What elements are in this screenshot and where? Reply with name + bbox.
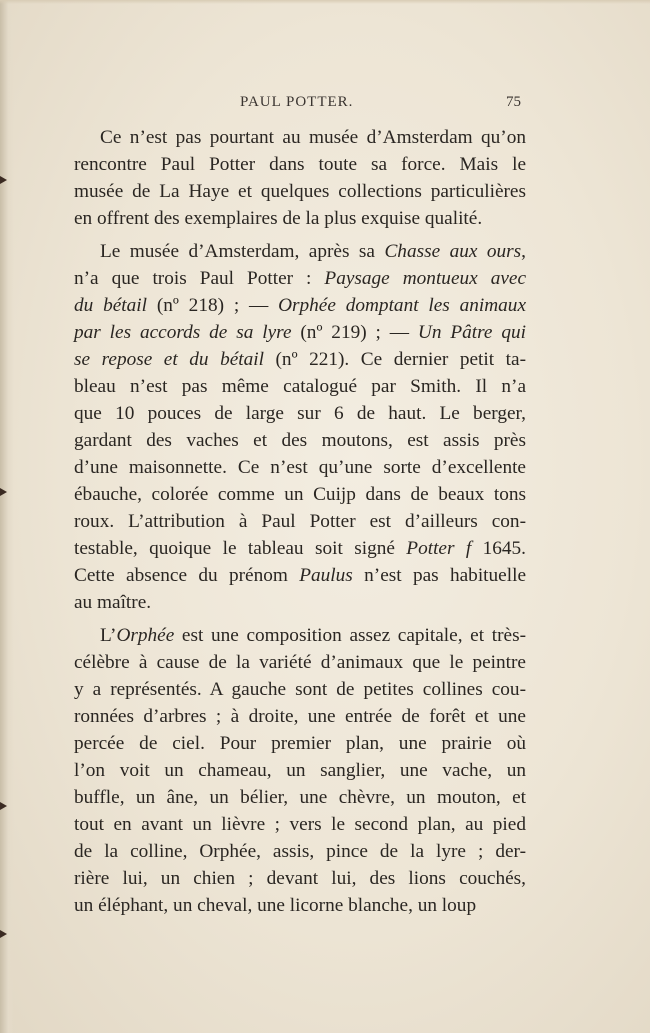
text-line <box>74 622 526 649</box>
text-line <box>74 346 526 373</box>
text-line <box>74 373 526 400</box>
italic-title: par les accords de sa lyre <box>74 322 292 343</box>
text-line <box>74 238 526 265</box>
text-run: 1645. <box>471 538 527 559</box>
text-line <box>74 649 526 676</box>
text-run: ébauche, colorée comme un Cuijp dans de beaux tons <box>74 484 526 505</box>
paragraph <box>74 622 526 919</box>
text-line <box>74 730 526 757</box>
text-line <box>74 589 526 616</box>
text-line <box>74 892 526 919</box>
text-run: roux. L’attribution à Paul Potter est d’ailleurs con- <box>74 511 526 532</box>
binding-thread-mark <box>0 930 7 938</box>
italic-title: Chasse aux ours <box>384 241 522 262</box>
text-line <box>74 811 526 838</box>
text-run: n’est pas habituelle <box>352 565 527 586</box>
text-run: musée de La Haye et quelques collections particulières <box>74 181 526 202</box>
text-run: Cette absence du prénom <box>74 565 300 586</box>
text-line <box>74 703 526 730</box>
text-line <box>74 676 526 703</box>
text-run: rière lui, un chien ; devant lui, des lions couchés, <box>74 868 526 889</box>
italic-title: Paysage montueux avec <box>324 268 527 289</box>
text-line <box>74 427 526 454</box>
running-title: PAUL POTTER. <box>240 94 354 110</box>
text-run: au maître. <box>74 592 152 613</box>
italic-title: Un Pâtre qui <box>417 322 526 343</box>
text-run: Le musée d’Amsterdam, après sa <box>100 241 385 262</box>
text-run: gardant des vaches et des moutons, est assis près <box>74 430 526 451</box>
text-line <box>74 838 526 865</box>
body-text <box>74 124 526 919</box>
paragraph <box>74 238 526 616</box>
text-run: rencontre Paul Potter dans toute sa force. Mais le <box>74 154 526 175</box>
text-line <box>74 265 526 292</box>
text-line <box>74 508 526 535</box>
text-run: d’une maisonnette. Ce n’est qu’une sorte d’excellente <box>74 457 526 478</box>
text-line <box>74 292 526 319</box>
text-run: buffle, un âne, un bélier, une chèvre, un mouton, et <box>74 787 526 808</box>
text-run: l’on voit un chameau, un sanglier, une vache, un <box>74 760 526 781</box>
text-line <box>74 319 526 346</box>
text-run: L’ <box>100 625 117 646</box>
italic-title: se repose et du bétail <box>74 349 264 370</box>
italic-title: Potter f <box>406 538 472 559</box>
text-line <box>74 535 526 562</box>
text-run: (nº 218) ; — <box>147 295 279 316</box>
text-line <box>74 205 526 232</box>
text-run: , <box>521 241 526 262</box>
text-run: ronnées d’arbres ; à droite, une entrée de forêt et une <box>74 706 526 727</box>
text-run: n’a que trois Paul Potter : <box>74 268 325 289</box>
text-run: testable, quoique le tableau soit signé <box>74 538 407 559</box>
text-run: en offrent des exemplaires de la plus exquise qualité. <box>74 208 483 229</box>
text-run: Ce n’est pas pourtant au musée d’Amsterdam qu’on <box>100 127 526 148</box>
text-line <box>74 124 526 151</box>
text-line <box>74 151 526 178</box>
text-line <box>74 400 526 427</box>
text-run: (nº 221). Ce dernier petit ta- <box>263 349 526 370</box>
text-run: est une composition assez capitale, et très- <box>174 625 526 646</box>
text-run: que 10 pouces de large sur 6 de haut. Le berger, <box>74 403 526 424</box>
text-run: tout en avant un lièvre ; vers le second plan, au pied <box>74 814 526 835</box>
text-run: y a représentés. A gauche sont de petites collines cou- <box>74 679 526 700</box>
binding-shadow <box>0 0 14 1033</box>
text-run: percée de ciel. Pour premier plan, une prairie où <box>74 733 526 754</box>
text-run: célèbre à cause de la variété d’animaux que le peintre <box>74 652 526 673</box>
italic-title: Orphée <box>116 625 175 646</box>
italic-title: Paulus <box>299 565 353 586</box>
binding-thread-mark <box>0 176 7 184</box>
text-line <box>74 757 526 784</box>
text-run: bleau n’est pas même catalogué par Smith. Il n’a <box>74 376 526 397</box>
page-header <box>0 94 650 114</box>
text-line <box>74 178 526 205</box>
text-line <box>74 784 526 811</box>
binding-thread-mark <box>0 488 7 496</box>
text-run: de la colline, Orphée, assis, pince de la lyre ; der- <box>74 841 526 862</box>
text-line <box>74 865 526 892</box>
page-top-edge <box>0 0 650 4</box>
text-line <box>74 481 526 508</box>
page-number: 75 <box>506 94 521 110</box>
binding-thread-mark <box>0 802 7 810</box>
paragraph <box>74 124 526 232</box>
text-line <box>74 454 526 481</box>
italic-title: du bétail <box>74 295 148 316</box>
text-run: un éléphant, un cheval, une licorne blanche, un loup <box>74 895 477 916</box>
text-line <box>74 562 526 589</box>
text-run: (nº 219) ; — <box>291 322 418 343</box>
italic-title: Orphée domptant les animaux <box>278 295 527 316</box>
